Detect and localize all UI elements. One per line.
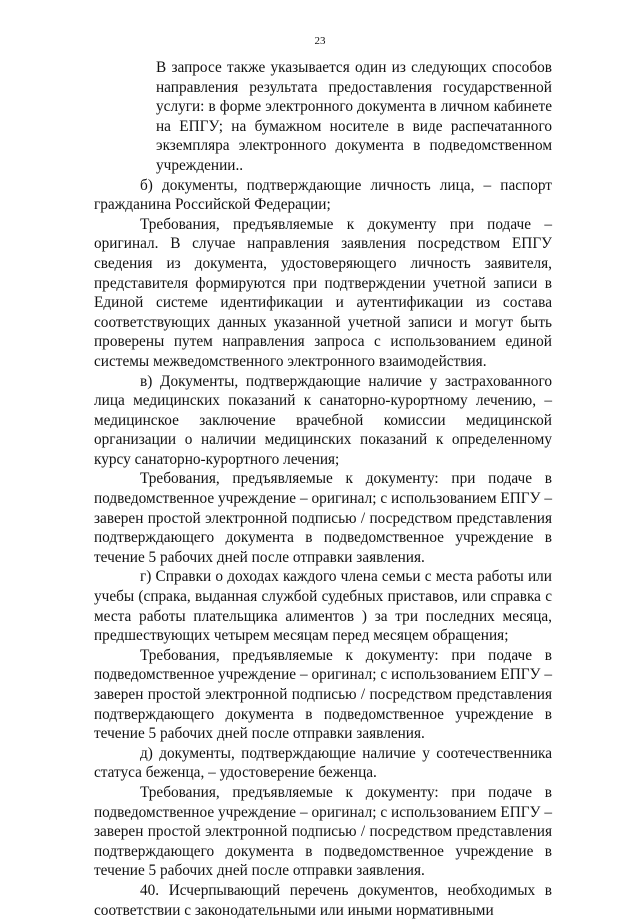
paragraph-medical-documents: в) Документы, подтверждающие наличие у застрахованного лица медицинских показаний к санаторно-курортному лечению, – медицинское заключение врачебной комиссии медицинской организации о наличии медицинских показаний к определенному курсу санаторно-курортного лечения;: [94, 372, 552, 468]
paragraph-refugee-requirements: Требования, предъявляемые к документу: при подаче в подведомственное учреждение – оригинал; с использованием ЕПГУ – заверен простой электронной подписью / посредством представления подтверждающего документа в подведомственное учреждение в течение 5 рабочих дней после отправки заявления.: [94, 783, 552, 880]
paragraph-identity-requirements: Требования, предъявляемые к документу при подаче – оригинал. В случае направления заявления посредством ЕПГУ сведения из документа, удостоверяющего личность заявителя, представителя формируются при подтверждении учетной записи в Единой системе идентификации и аутентификации из состава соответствующих данных указанной учетной записи и могут быть проверены путем направления запроса с использованием единой системы межведомственного электронного взаимодействия.: [94, 215, 552, 370]
paragraph-identity-documents: б) документы, подтверждающие личность лица, – паспорт гражданина Российской Федерации;: [94, 176, 552, 214]
paragraph-item-40: 40. Исчерпывающий перечень документов, необходимых в соответствии с законодательными или иными нормативными: [94, 881, 552, 919]
paragraph-request-delivery-methods: В запросе также указывается один из следующих способов направления результата предоставления государственной услуги: в форме электронного документа в личном кабинете на ЕПГУ; на бумажном носителе в виде распечатанного экземпляра электронного документа в подведомственном учреждении..: [156, 59, 552, 174]
document-body: [94, 58, 552, 920]
paragraph-medical-requirements: Требования, предъявляемые к документу: при подаче в подведомственное учреждение – оригинал; с использованием ЕПГУ – заверен простой электронной подписью / посредством представления подтверждающего документа в подведомственное учреждение в течение 5 рабочих дней после отправки заявления.: [94, 470, 552, 566]
paragraph-income-requirements: Требования, предъявляемые к документу: при подаче в подведомственное учреждение – оригинал; с использованием ЕПГУ – заверен простой электронной подписью / посредством представления подтверждающего документа в подведомственное учреждение в течение 5 рабочих дней после отправки заявления.: [94, 646, 552, 743]
paragraph-income-certificates: г) Справки о доходах каждого члена семьи с места работы или учебы (спрака, выданная службой судебных приставов, или справка с места работы плательщика алиментов ) за три последних месяца, предшествующих четырем месяцам перед месяцем обращения;: [94, 568, 552, 645]
page-number: 23: [314, 35, 326, 47]
paragraph-refugee-documents: д) документы, подтверждающие наличие у соотечественника статуса беженца, – удостоверение беженца.: [94, 744, 552, 782]
